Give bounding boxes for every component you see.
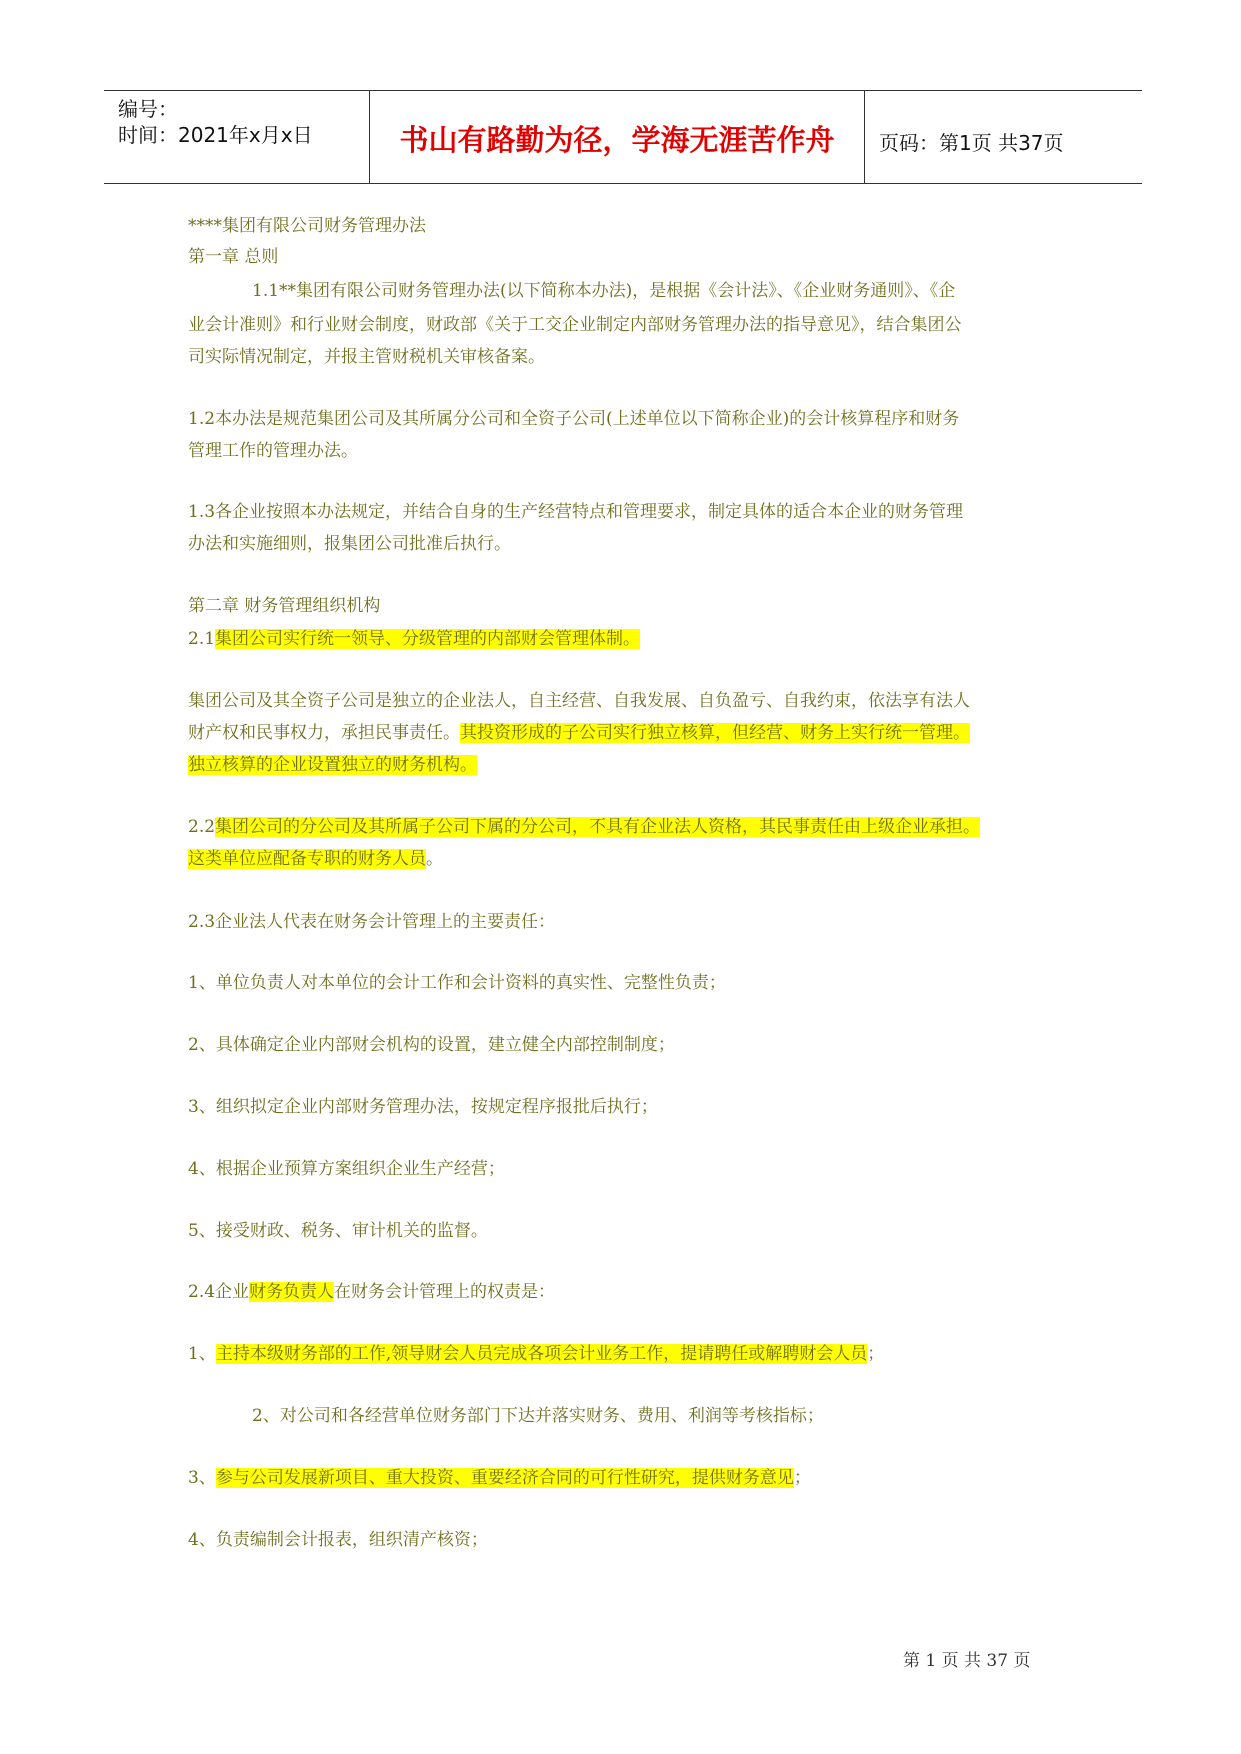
para-1-1-line1: 1.1**集团有限公司财务管理办法(以下简称本办法)，是根据《会计法》、《企业财务通则》、《企 [252, 281, 956, 301]
para-2-2-end: 。 [426, 849, 443, 869]
list-item-2-4-3-highlight: 参与公司发展新项目、重大投资、重要经济合同的可行性研究，提供财务意见 [215, 1468, 794, 1488]
para-2-1b-highlight-2: 独立核算的企业设置独立的财务机构。 [188, 755, 477, 775]
para-2-1b-line2 [188, 721, 970, 745]
para-2-4 [188, 1280, 555, 1304]
list-item-2-4-1-number: 1、 [188, 1344, 216, 1364]
para-2-1b-highlight: 其投资形成的子公司实行独立核算，但经营、财务上实行统一管理。 [460, 723, 970, 743]
document-title: ****集团有限公司财务管理办法 [188, 216, 426, 236]
para-2-4-pre: 2.4企业 [188, 1282, 250, 1302]
list-item-2-3-1: 1、单位负责人对本单位的会计工作和会计资料的真实性、完整性负责； [188, 973, 726, 993]
para-2-2-number: 2.2 [188, 817, 216, 837]
para-2-2-highlight: 集团公司的分公司及其所属子公司下属的分公司，不具有企业法人资格，其民事责任由上级企业承担。 [215, 817, 981, 837]
para-1-2-line1: 1.2本办法是规范集团公司及其所属分公司和全资子公司(上述单位以下简称企业)的会计核算程序和财务 [188, 409, 960, 429]
para-2-1 [188, 627, 640, 651]
para-2-1b-line3 [188, 753, 477, 777]
para-2-4-highlight: 财务负责人 [249, 1282, 335, 1302]
list-item-2-4-1-end: ； [867, 1344, 885, 1364]
chapter2-heading: 第二章 财务管理组织机构 [188, 596, 381, 616]
para-2-1-highlight: 集团公司实行统一领导、分级管理的内部财会管理体制。 [215, 629, 641, 649]
list-item-2-3-2: 2、具体确定企业内部财会机构的设置，建立健全内部控制制度； [188, 1035, 675, 1055]
para-2-2-line2 [188, 847, 443, 871]
para-2-4-post: 在财务会计管理上的权责是： [334, 1282, 556, 1302]
list-item-2-4-3-end: ； [793, 1468, 811, 1488]
para-1-2-line2: 管理工作的管理办法。 [188, 441, 358, 461]
para-2-1-number: 2.1 [188, 629, 216, 649]
page-footer: 第 1 页 共 37 页 [903, 1651, 1031, 1671]
para-2-3: 2.3企业法人代表在财务会计管理上的主要责任： [188, 912, 556, 932]
para-2-1b-line1: 集团公司及其全资子公司是独立的企业法人，自主经营、自我发展、自负盈亏、自我约束，依法享有法人 [188, 691, 970, 711]
list-item-2-4-2: 2、对公司和各经营单位财务部门下达并落实财务、费用、利润等考核指标； [252, 1406, 824, 1426]
list-item-2-4-4: 4、负责编制会计报表，组织清产核资； [188, 1530, 488, 1550]
list-item-2-4-1-highlight: 主持本级财务部的工作,领导财会人员完成各项会计业务工作，提请聘任或解聘财会人员 [215, 1344, 868, 1364]
header-motto-cell [370, 91, 865, 183]
chapter1-heading: 第一章 总则 [188, 247, 279, 267]
para-1-3-line1: 1.3各企业按照本办法规定，并结合自身的生产经营特点和管理要求，制定具体的适合本企业的财务管理 [188, 502, 964, 522]
para-2-2-highlight-2: 这类单位应配备专职的财务人员 [188, 849, 426, 869]
para-2-2-line1 [188, 815, 980, 839]
para-1-3-line2: 办法和实施细则，报集团公司批准后执行。 [188, 534, 511, 554]
motto: 书山有路勤为径，学海无涯苦作舟 [399, 123, 835, 157]
number-label: 编号： [118, 97, 178, 121]
list-item-2-3-5: 5、接受财政、税务、审计机关的监督。 [188, 1221, 488, 1241]
list-item-2-4-3 [188, 1466, 811, 1490]
list-item-2-4-1 [188, 1342, 884, 1366]
para-2-1b-plain: 财产权和民事权力，承担民事责任。 [188, 723, 460, 743]
para-1-1-line2: 业会计准则》和行业财会制度，财政部《关于工交企业制定内部财务管理办法的指导意见》，结合集团公 [188, 315, 962, 335]
list-item-2-3-3: 3、组织拟定企业内部财务管理办法，按规定程序报批后执行； [188, 1097, 658, 1117]
header-right-cell [865, 91, 1142, 183]
para-1-1-line3: 司实际情况制定，并报主管财税机关审核备案。 [188, 347, 545, 367]
header-left-cell [104, 91, 370, 183]
document-header [104, 90, 1142, 184]
list-item-2-3-4: 4、根据企业预算方案组织企业生产经营； [188, 1159, 505, 1179]
list-item-2-4-3-number: 3、 [188, 1468, 216, 1488]
page-code: 页码：第1页 共37页 [879, 131, 1064, 155]
time-label: 时间：2021年x月x日 [118, 123, 313, 147]
